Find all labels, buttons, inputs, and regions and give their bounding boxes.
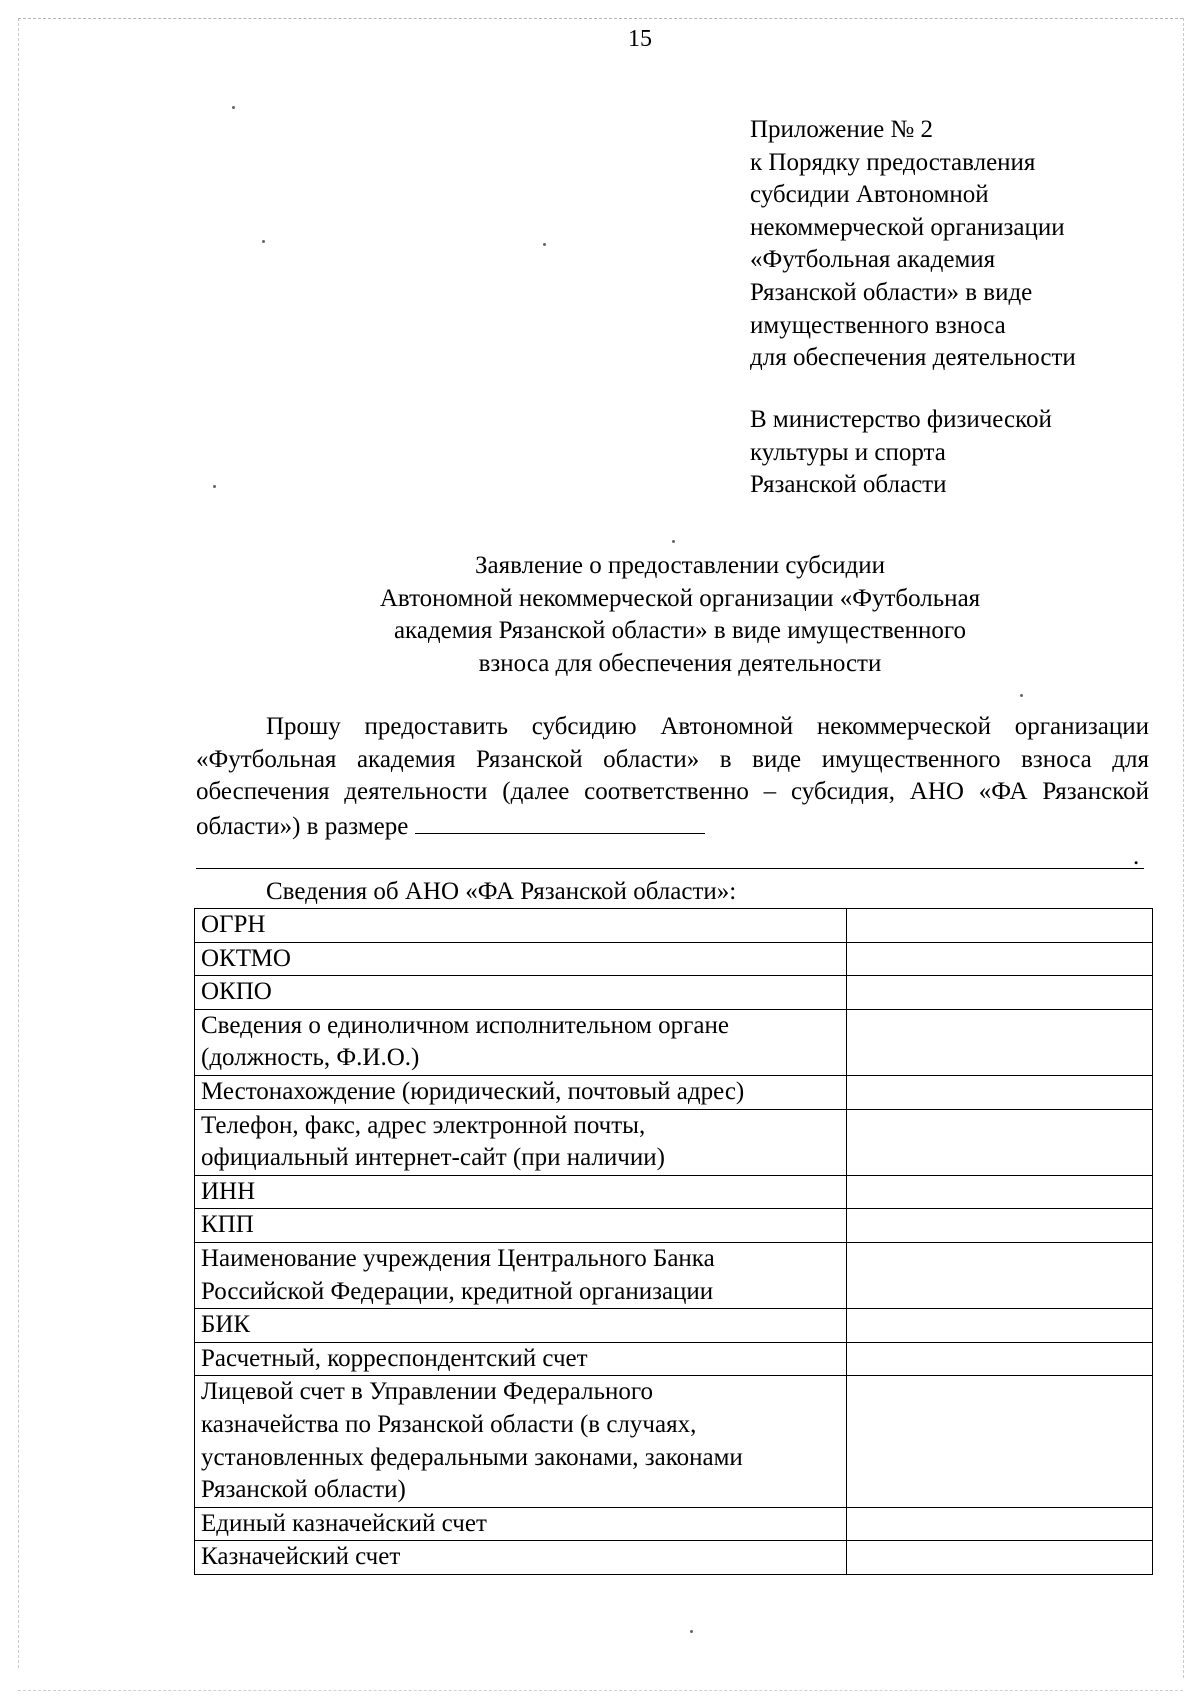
appendix-line: субсидии Автономной xyxy=(750,181,989,209)
field-label-line: (должность, Ф.И.О.) xyxy=(201,1044,420,1072)
field-value-cell[interactable] xyxy=(847,1209,1153,1243)
table-row xyxy=(195,976,1153,1010)
info-table-body xyxy=(195,909,1153,1575)
field-label-cell xyxy=(195,1209,847,1243)
field-label-line: Российской Федерации, кредитной организации xyxy=(201,1277,714,1305)
scan-speck xyxy=(543,243,546,246)
table-row xyxy=(195,942,1153,976)
field-label-cell xyxy=(195,976,847,1010)
field-value-cell[interactable] xyxy=(847,1175,1153,1209)
request-paragraph xyxy=(196,711,1149,843)
field-label-line: Наименование учреждения Центрального Банка xyxy=(201,1244,715,1272)
field-label-line: Расчетный, корреспондентский счет xyxy=(201,1344,588,1372)
table-row xyxy=(195,1342,1153,1376)
field-value-cell[interactable] xyxy=(847,1376,1153,1507)
field-label-cell xyxy=(195,1242,847,1308)
addressee-line: культуры и спорта xyxy=(750,438,946,466)
table-row xyxy=(195,1009,1153,1075)
field-label-line: казначейства по Рязанской области (в случаях, xyxy=(201,1410,697,1438)
appendix-block xyxy=(750,114,1170,375)
field-label-cell xyxy=(195,1541,847,1575)
field-label-line: Местонахождение (юридический, почтовый адрес) xyxy=(201,1077,745,1105)
field-value-cell[interactable] xyxy=(847,1242,1153,1308)
scan-edge-left xyxy=(18,18,19,1668)
field-label-line: Казначейский счет xyxy=(201,1543,401,1571)
field-label-line: установленных федеральными законами, законами xyxy=(201,1443,743,1471)
addressee-line: Рязанской области xyxy=(750,471,947,499)
field-value-cell[interactable] xyxy=(847,1507,1153,1541)
scan-speck xyxy=(262,240,265,243)
field-label-cell xyxy=(195,909,847,943)
field-value-cell[interactable] xyxy=(847,1541,1153,1575)
addressee-line: В министерство физической xyxy=(750,406,1052,433)
scan-edge-right xyxy=(1183,18,1184,1678)
scan-speck xyxy=(672,540,675,543)
field-label-cell xyxy=(195,1109,847,1175)
field-label-line: Лицевой счет в Управлении Федерального xyxy=(201,1378,654,1406)
title-line: Заявление о предоставлении субсидии xyxy=(475,552,885,579)
table-row xyxy=(195,1075,1153,1109)
request-text: Прошу предоставить субсидию Автономной некоммерческой организации «Футбольная академия Рязанской области» в виде имущественного взноса для обеспечения деятельности (далее соответственно – субсидия, АНО «ФА Рязанской области») в размере xyxy=(196,713,1149,840)
table-row xyxy=(195,1507,1153,1541)
field-label-line: ОКПО xyxy=(201,978,272,1006)
table-row xyxy=(195,1242,1153,1308)
field-label-line: БИК xyxy=(201,1311,251,1339)
title-line: взноса для обеспечения деятельности xyxy=(478,649,882,677)
table-row xyxy=(195,1175,1153,1209)
scan-speck xyxy=(1020,694,1023,697)
scan-edge-bottom xyxy=(18,1690,1183,1691)
field-label-cell xyxy=(195,1175,847,1209)
table-caption: Сведения об АНО «ФА Рязанской области»: xyxy=(266,878,737,905)
field-label-line: ИНН xyxy=(201,1177,256,1205)
appendix-line: некоммерческой организации xyxy=(750,213,1065,241)
table-row xyxy=(195,909,1153,943)
field-label-cell xyxy=(195,1009,847,1075)
appendix-line: Рязанской области» в виде xyxy=(750,278,1033,306)
field-label-cell xyxy=(195,1342,847,1376)
field-value-cell[interactable] xyxy=(847,1342,1153,1376)
table-row xyxy=(195,1541,1153,1575)
scan-speck xyxy=(690,1630,693,1633)
appendix-line: Приложение № 2 xyxy=(750,116,934,143)
field-label-line: Рязанской области) xyxy=(201,1476,406,1504)
appendix-line: для обеспечения деятельности xyxy=(750,344,1076,372)
request-end-mark: . xyxy=(1133,843,1140,870)
field-label-line: ОГРН xyxy=(201,911,266,938)
field-label-line: официальный интернет-сайт (при наличии) xyxy=(201,1144,665,1172)
field-value-cell[interactable] xyxy=(847,1309,1153,1343)
field-value-cell[interactable] xyxy=(847,1009,1153,1075)
organization-info-table xyxy=(194,908,1153,1575)
field-value-cell[interactable] xyxy=(847,942,1153,976)
field-value-cell[interactable] xyxy=(847,1075,1153,1109)
title-line: Автономной некоммерческой организации «Футбольная xyxy=(379,584,981,612)
field-label-cell xyxy=(195,942,847,976)
appendix-line: к Порядку предоставления xyxy=(750,148,1036,176)
field-value-cell[interactable] xyxy=(847,976,1153,1010)
title-line: академия Рязанской области» в виде имущественного xyxy=(393,617,967,645)
table-row xyxy=(195,1109,1153,1175)
scan-speck xyxy=(213,485,216,488)
field-value-cell[interactable] xyxy=(847,909,1153,943)
field-label-line: ОКТМО xyxy=(201,944,291,972)
field-label-cell xyxy=(195,1376,847,1507)
field-label-line: Телефон, факс, адрес электронной почты, xyxy=(201,1111,646,1139)
field-label-line: Единый казначейский счет xyxy=(201,1509,487,1537)
appendix-line: имущественного взноса xyxy=(750,311,1006,339)
field-label-cell xyxy=(195,1075,847,1109)
page-number: 15 xyxy=(628,26,652,52)
scan-edge-top xyxy=(18,18,1183,19)
appendix-line: «Футбольная академия xyxy=(750,246,996,274)
table-row xyxy=(195,1309,1153,1343)
field-label-cell xyxy=(195,1507,847,1541)
document-title xyxy=(180,550,1180,680)
table-row xyxy=(195,1209,1153,1243)
field-label-line: КПП xyxy=(201,1211,254,1239)
field-value-cell[interactable] xyxy=(847,1109,1153,1175)
field-label-cell xyxy=(195,1309,847,1343)
scan-speck xyxy=(232,106,235,109)
table-row xyxy=(195,1376,1153,1507)
amount-blank-line[interactable] xyxy=(415,809,705,834)
field-label-line: Сведения о единоличном исполнительном органе xyxy=(201,1011,729,1039)
amount-blank-continuation[interactable] xyxy=(196,840,1144,869)
addressee-block xyxy=(750,404,1170,502)
